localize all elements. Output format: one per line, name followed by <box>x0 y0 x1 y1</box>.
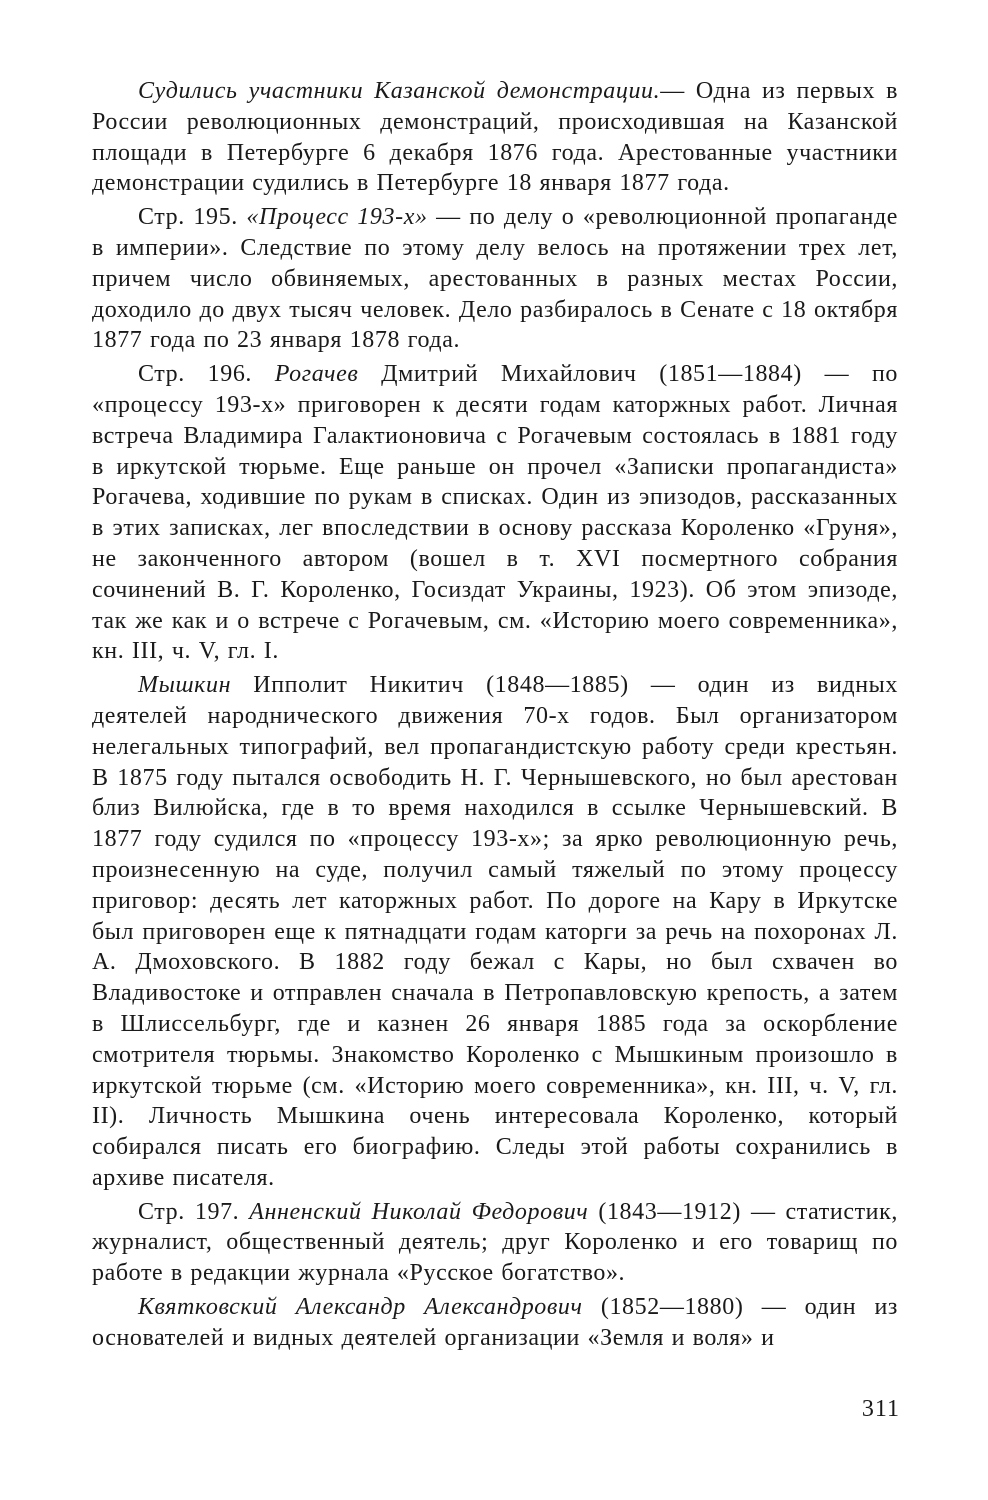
note-myshkin <box>92 670 898 1194</box>
page-body <box>92 76 898 1356</box>
note-lead: Судились участники Казанской демонстрации. <box>138 78 661 104</box>
note-lead: Анненский Николай Федорович <box>249 1198 589 1225</box>
note-annensky <box>92 1197 898 1289</box>
note-text: (1852—1880) — один из основателей и видных деятелей организации «Земля и воля» и <box>92 1294 899 1351</box>
note-lead: Рогачев <box>274 361 359 388</box>
note-page-ref: Стр. 195. <box>138 204 247 231</box>
note-lead: Квятковский Александр Александрович <box>138 1294 583 1321</box>
note-kvyatkovsky <box>92 1292 898 1354</box>
note-text: Ипполит Никитич (1848—1885) — один из видных деятелей народнического движения 70-х годов. Был организатором нелегальных типографий, вел пропагандистскую работу среди крестьян. В 1875 году пытался освободить Н. Г. Чернышевского, но был арестован близ Вилюйска, где в то время находился в ссылке Чернышевский. В 1877 году судился по «процессу 193-х»; за ярко революционную речь, произнесенную на суде, получил самый тяжелый по этому процессу приговор: десять лет каторжных работ. По дороге на Кару в Иркутске был приговорен еще к пятнадцати годам каторги за речь на похоронах Л. А. Дмоховского. В 1882 году бежал с Кары, но был схвачен во Владивостоке и отправлен сначала в Петропавловскую крепость, а затем в Шлиссельбург, где и казнен 26 января 1885 года за оскорбление смотрителя тюрьмы. Знакомство Короленко с Мышкиным произошло в иркутской тюрьме (см. «Историю моего современника», кн. III, ч. V, гл. II). Личность Мышкина очень интересовала Короленко, который собирался писать его биографию. Следы этой работы сохранились в архиве писателя. <box>92 672 898 1191</box>
note-rogachev <box>92 359 898 667</box>
note-lead: Мышкин <box>138 672 232 699</box>
note-lead: «Процесс 193-х» <box>246 204 428 231</box>
note-text: Дмитрий Михайлович (1851—1884) — по «процессу 193-х» приговорен к десяти годам каторжных работ. Личная встреча Владимира Галактионовича с Рогачевым состоялась в 1881 году в иркутской тюрьме. Еще раньше он прочел «Записки пропагандиста» Рогачева, ходившие по рукам в списках. Один из эпизодов, рассказанных в этих записках, лег впоследствии в основу рассказа Короленко «Груня», не законченного автором (вошел в т. XVI посмертного собрания сочинений В. Г. Короленко, Госиздат Украины, 1923). Об этом эпизоде, так же как и о встрече с Рогачевым, см. «Историю моего современника», кн. III, ч. V, гл. I. <box>92 361 898 665</box>
note-page-ref: Стр. 196. <box>138 361 275 388</box>
note-text: (1843—1912) — статистик, журналист, общественный деятель; друг Короленко и его товарищ по работе в редакции журнала «Русское богатство». <box>92 1198 898 1287</box>
page-number: 311 <box>861 1396 900 1422</box>
note-page-ref: Стр. 197. <box>138 1198 250 1225</box>
note-kazan-demonstration <box>92 76 898 199</box>
note-text: — Одна из первых в России революционных демонстраций, происходившая на Казанской площади в Петербурге 6 декабря 1876 года. Арестованные участники демонстрации судились в Петербурге 18 января 1877 года. <box>92 78 898 197</box>
note-process-193 <box>92 202 898 356</box>
note-text: — по делу о «революционной пропаганде в империи». Следствие по этому делу велось на протяжении трех лет, причем число обвиняемых, арестованных в разных местах России, доходило до двух тысяч человек. Дело разбиралось в Сенате с 18 октября 1877 года по 23 января 1878 года. <box>92 204 899 354</box>
